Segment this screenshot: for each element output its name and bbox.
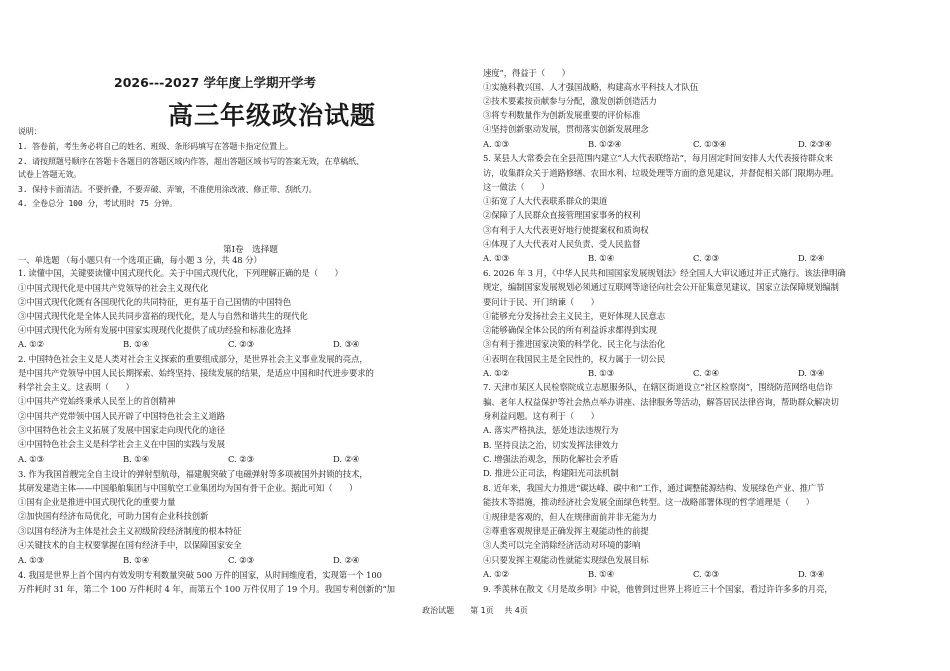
option-line: A. 落实严格执法，惩处违法违规行为 (483, 425, 619, 435)
option-b: B. ①④ (588, 569, 614, 579)
option-b: B. ①④ (123, 454, 149, 464)
answer-options (483, 368, 903, 379)
page-footer: 政治试题 第 1页 共 4页 (422, 606, 528, 615)
statement: ④中国式现代化为所有发展中国家实现现代化提供了成功经验和标准化选择 (18, 325, 292, 335)
note-line: 4. 全卷总分 100 分，考试用时 75 分钟。 (18, 199, 178, 208)
statement: ②中国式现代化既有各国现代化的共同特征，更有基于自己国情的中国特色 (18, 297, 292, 307)
statement: ③中国式现代化是全体人民共同步富裕的现代化，是人与自然和谐共生的现代化 (18, 311, 308, 321)
note-line: 试卷上答题无效。 (18, 170, 82, 179)
question-4-stem: 4. 我国是世界上首个国内有效发明专利数量突破 500 万件的国家，从时间维度看，实现第一个 100 (18, 570, 382, 580)
question-5-stem: 这一做法（ ） (483, 182, 550, 192)
option-a: A. ①② (483, 569, 509, 579)
section-title: 第Ⅰ卷 选择题 (223, 245, 278, 255)
exam-title: 2026---2027 学年度上学期开学考 (114, 75, 316, 90)
note-line: 2. 请按照题号顺序在答题卡各题目的答题区域内作答，超出答题区域书写的答案无效，在草稿纸、 (18, 157, 364, 166)
question-8-stem: 能技术等措施，推动经济社会发展全面绿色转型。这一战略部署体现的哲学道理是（ ） (483, 497, 814, 507)
option-b: B. ①④ (123, 555, 149, 565)
question-2-stem: 2. 中国特色社会主义是人类对社会主义探索的重要组成部分，是世界社会主义事业发展的亮点， (18, 354, 368, 364)
statement: ①拓宽了人大代表联系群众的渠道 (483, 196, 608, 206)
option-c: C. ②③ (693, 253, 719, 263)
question-4-stem: 速度”，得益于（ ） (483, 68, 570, 78)
answer-options (483, 139, 903, 150)
question-1-stem: 1. 读懂中国，关键要读懂中国式现代化。关于中国式现代化，下列理解正确的是（ ） (18, 268, 343, 278)
option-d: D. ②④ (333, 555, 360, 565)
statement: ④体现了人大代表对人民负责、受人民监督 (483, 239, 641, 249)
answer-options (18, 339, 438, 350)
option-line: B. 坚持良法之治，切实发挥法律效力 (483, 440, 619, 450)
option-c: C. ②③ (228, 339, 254, 349)
statement: ②加快国有经济布局优化，可助力国有企业科技创新 (18, 511, 209, 521)
option-c: C. ②④ (693, 368, 719, 378)
statement: ②尊重客观规律是正确发挥主观能动性的前提 (483, 526, 649, 536)
question-2-stem: 科学社会主义。这表明（ ） (18, 382, 134, 392)
question-7-stem: 身利益问题。这有利于（ ） (483, 411, 599, 421)
section-subtitle: 一、单选题 （每小题只有一个选项正确，每小题 3 分，共 48 分） (18, 255, 262, 265)
statement: ②中国共产党带领中国人民开辟了中国特色社会主义道路 (18, 411, 225, 421)
question-3-stem: 其研发建造主体——中国船舶集团与中国航空工业集团均为国有骨干企业。据此可知（ ） (18, 483, 358, 493)
statement: ①规律是客观的，但人在规律面前并非无能为力 (483, 512, 657, 522)
question-3-stem: 3. 作为我国首艘完全自主设计的弹射型航母，福建舰突破了电磁弹射等多项被国外封锁的技术， (18, 469, 368, 479)
option-d: D. ③④ (798, 569, 825, 579)
statement: ②能够确保全体公民的所有利益诉求都得到实现 (483, 325, 657, 335)
question-5-stem: 5. 某县人大常委会在全县范围内建立“人大代表联络站”，每月固定时间安排人大代表接待群众来 (483, 153, 833, 163)
question-5-stem: 访，收集群众关于道路修缮、农田水利、垃圾处理等方面的意见建议，并督促相关部门限期办理。 (483, 168, 839, 178)
statement: ④只要发挥主观能动性就能实现绿色发展目标 (483, 555, 649, 565)
answer-options (18, 555, 438, 566)
statement: ③将专利数量作为创新发展重要的评价标准 (483, 110, 641, 120)
answer-options (18, 454, 438, 465)
statement: ④中国特色社会主义是科学社会主义在中国的实践与发展 (18, 439, 225, 449)
statement: ①实施科教兴国、人才强国战略，构建高水平科技人才队伍 (483, 82, 699, 92)
option-b: B. ①④ (123, 339, 149, 349)
statement: ③以国有经济为主体是社会主义初级阶段经济制度的根本特征 (18, 526, 242, 536)
option-b: B. ①②④ (588, 139, 622, 149)
question-7-stem: 7. 天津市某区人民检察院成立志愿服务队，在辖区街道设立“社区检察岗”，围绕防范网络电信诈 (483, 382, 833, 392)
statement: ④表明在我国民主是全民性的，权力属于一切公民 (483, 354, 666, 364)
question-6-stem: 6. 2026 年 3 月，《中华人民共和国国家发展规划法》经全国人大审议通过并正式施行。该法律明确 (483, 268, 846, 278)
option-a: A. ①③ (483, 253, 509, 263)
statement: ②技术要素按贡献参与分配，激发创新创造活力 (483, 96, 657, 106)
question-8-stem: 8. 近年来，我国大力推进“碳达峰、碳中和”工作，通过调整能源结构、发展绿色产业、推广节 (483, 483, 825, 493)
option-a: A. ①③ (18, 454, 44, 464)
option-b: B. ①④ (588, 253, 614, 263)
question-6-stem: 要问计于民、开门纳谏（ ） (483, 297, 599, 307)
notes-label: 说明： (18, 127, 42, 136)
statement: ①国有企业是推进中国式现代化的重要力量 (18, 497, 176, 507)
question-7-stem: 骗、老年人权益保护等社会热点举办讲座、法律服务等活动，解答居民法律咨询，帮助群众解决切 (483, 397, 839, 407)
option-line: C. 增强法治观念，预防化解社会矛盾 (483, 454, 619, 464)
statement: ③有利于推进国家决策的科学化、民主化与法治化 (483, 339, 666, 349)
statement: ④关键技术的自主权要掌握在国有经济手中，以保障国家安全 (18, 540, 242, 550)
statement: ①中国共产党始终秉承人民至上的首创精神 (18, 396, 176, 406)
option-d: D. ③④ (798, 368, 825, 378)
question-4-stem: 万件耗时 31 年，第二个 100 万件耗时 4 年，而第五个 100 万件仅用了 19 个月。我国专利创新的“加 (18, 584, 395, 594)
option-a: A. ①② (483, 368, 509, 378)
statement: ③人类可以完全消除经济活动对环境的影响 (483, 540, 641, 550)
statement: ①能够充分发扬社会主义民主，更好体现人民意志 (483, 311, 666, 321)
option-a: A. ①② (18, 339, 44, 349)
option-d: D. ②④ (333, 454, 360, 464)
question-6-stem: 规定，编制国家发展规划必须通过互联网等途径向社会公开征集意见建议，国家立法保障规划编制 (483, 282, 839, 292)
option-a: A. ①③ (483, 139, 509, 149)
option-d: D. ②④ (798, 253, 825, 263)
note-line: 3. 保持卡面清洁。不要折叠，不要弄破、弄皱，不准使用涂改液、修正带、刮纸刀。 (18, 185, 317, 194)
option-a: A. ①③ (18, 555, 44, 565)
subject-title: 高三年级政治试题 (168, 101, 377, 130)
option-c: C. ②③ (693, 569, 719, 579)
note-line: 1. 答卷前，考生务必将自己的姓名、班级、条形码填写在答题卡指定位置上。 (18, 142, 293, 151)
statement: ②保障了人民群众直接管理国家事务的权利 (483, 210, 641, 220)
statement: ③有利于人大代表更好地行使提案权和质询权 (483, 225, 649, 235)
question-2-stem: 是中国共产党领导中国人民长期探索、始终坚持、接续发展的结果，是适应中国和时代进步要求的 (18, 368, 374, 378)
statement: ①中国式现代化是中国共产党领导的社会主义现代化 (18, 283, 209, 293)
answer-options (483, 569, 903, 580)
option-c: C. ②③ (228, 555, 254, 565)
option-d: D. ②③④ (798, 139, 832, 149)
option-c: C. ②③ (228, 454, 254, 464)
question-9-stem: 9. 季羡林在散文《月是故乡明》中说，他曾到过世界上将近三十个国家，看过许许多多的月亮， (483, 584, 833, 594)
option-d: D. ③④ (333, 339, 360, 349)
option-line: D. 推进公正司法，构建阳光司法机制 (483, 468, 619, 478)
option-b: B. ①③ (588, 368, 614, 378)
answer-options (483, 253, 903, 264)
statement: ③中国特色社会主义拓展了发展中国家走向现代化的途径 (18, 425, 225, 435)
option-c: C. ①③④ (693, 139, 727, 149)
statement: ④坚持创新驱动发展，贯彻落实创新发展理念 (483, 124, 649, 134)
